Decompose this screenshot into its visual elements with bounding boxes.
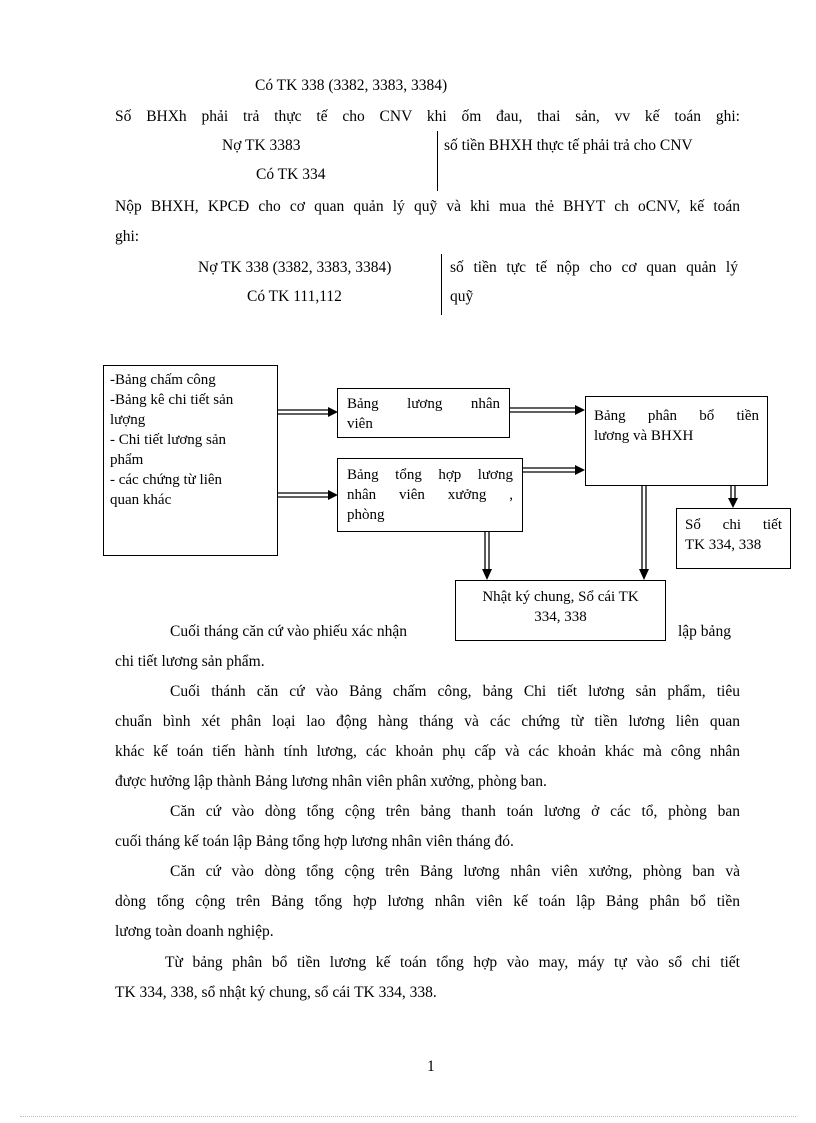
arrow-allocation-to-journal	[639, 486, 649, 580]
entry3-note-cont: quỹ	[450, 288, 474, 305]
entry-credit-338: Có TK 338 (3382, 3383, 3384)	[255, 77, 448, 94]
arrow-sources-to-payroll	[277, 407, 338, 417]
text-payment-bhxh-cont: ghi:	[115, 228, 140, 245]
arrow-summary-to-journal	[482, 532, 492, 580]
paragraph3-line: Căn cứ vào dòng tổng cộng trên bảng thanh toán lương ở các tổ, phòng ban	[170, 803, 740, 820]
journal-label-line2: 334, 338	[534, 609, 587, 625]
journal-label-line1: Nhật ký chung, Sổ cái TK	[482, 589, 639, 605]
entry2-note: số tiền BHXH thực tế phải trả cho CNV	[444, 137, 693, 154]
source-item: phẩm	[110, 452, 144, 468]
source-item: - các chứng từ liên	[110, 472, 223, 488]
summary-label-line3: phòng	[347, 507, 385, 523]
summary-label-line2: nhân viên xưởng ,	[347, 487, 513, 503]
paragraph5-line: Từ bảng phân bổ tiền lương kế toán tổng hợp vào may, máy tự vào sổ chi tiết	[165, 954, 740, 971]
entry3-note: số tiền tực tế nộp cho cơ quan quản lý	[450, 259, 738, 276]
paragraph2-last: được hưởng lập thành Bảng lương nhân viên phân xưởng, phòng ban.	[115, 773, 547, 790]
source-item: - Chi tiết lương sản	[110, 432, 227, 448]
source-item: quan khác	[110, 492, 172, 508]
paragraph1-cont: chi tiết lương sản phẩm.	[115, 653, 265, 670]
source-item: -Bảng kê chi tiết sản	[110, 392, 234, 408]
text-bhxh-payable: Số BHXh phải trả thực tế cho CNV khi ốm đau, thai sản, vv kế toán ghi:	[115, 108, 740, 125]
paragraph2-line: chuẩn bình xét phân loại lao động hàng tháng và các chứng từ tiền lương liên quan	[115, 713, 740, 730]
arrow-payroll-to-allocation	[510, 405, 585, 415]
entry2-credit: Có TK 334	[256, 166, 326, 183]
arrow-summary-to-allocation	[523, 465, 585, 475]
box-employee-payroll	[337, 388, 510, 438]
paragraph3-last: cuối tháng kế toán lập Bảng tổng hợp lương nhân viên tháng đó.	[115, 833, 514, 850]
payroll-label-line2: viên	[347, 416, 373, 432]
box-source-documents	[103, 365, 278, 556]
paragraph1-start: Cuối tháng căn cứ vào phiếu xác nhận	[170, 623, 407, 640]
entry2-debit: Nợ TK 3383	[222, 137, 301, 154]
page-number: 1	[427, 1058, 435, 1075]
entry3-credit: Có TK 111,112	[247, 288, 342, 305]
paragraph2-line: Cuối thánh căn cứ vào Bảng chấm công, bảng Chi tiết lương sản phẩm, tiêu	[170, 683, 740, 700]
summary-label-line1: Bảng tổng hợp lương	[347, 467, 513, 483]
paragraph2-line: khác kế toán tiến hành tính lương, các khoản phụ cấp và các khoản khác mà công nhân	[115, 743, 740, 760]
paragraph1-end: lập bảng	[678, 623, 731, 640]
entry3-debit: Nợ TK 338 (3382, 3383, 3384)	[198, 259, 392, 276]
box-salary-allocation	[585, 396, 768, 486]
payroll-label-line1: Bảng lương nhân	[347, 396, 500, 412]
ledger-label-line1: Sổ chi tiết	[685, 517, 782, 533]
paragraph4-last: lương toàn doanh nghiệp.	[115, 923, 274, 940]
box-payroll-summary	[337, 458, 523, 532]
arrow-allocation-to-ledger	[728, 486, 738, 508]
box-detail-ledger	[676, 508, 791, 569]
paragraph4-line: Căn cứ vào dòng tổng cộng trên Bảng lương nhân viên xưởng, phòng ban và	[170, 863, 740, 880]
page-bottom-rule	[20, 1116, 796, 1117]
source-item: -Bảng chấm công	[110, 372, 216, 388]
allocation-label-line2: lương và BHXH	[594, 428, 694, 444]
arrow-sources-to-summary	[277, 490, 338, 500]
paragraph5-last: TK 334, 338, sổ nhật ký chung, sổ cái TK 334, 338.	[115, 984, 437, 1001]
allocation-label-line1: Bảng phân bổ tiền	[594, 408, 759, 424]
paragraph4-line: dòng tổng cộng trên Bảng tổng hợp lương nhân viên kế toán lập Bảng phân bổ tiền	[115, 893, 740, 910]
source-item: lượng	[110, 412, 146, 428]
ledger-label-line2: TK 334, 338	[685, 537, 762, 553]
box-general-journal	[455, 580, 666, 641]
text-payment-bhxh: Nộp BHXH, KPCĐ cho cơ quan quản lý quỹ và khi mua thẻ BHYT ch oCNV, kế toán	[115, 198, 740, 215]
